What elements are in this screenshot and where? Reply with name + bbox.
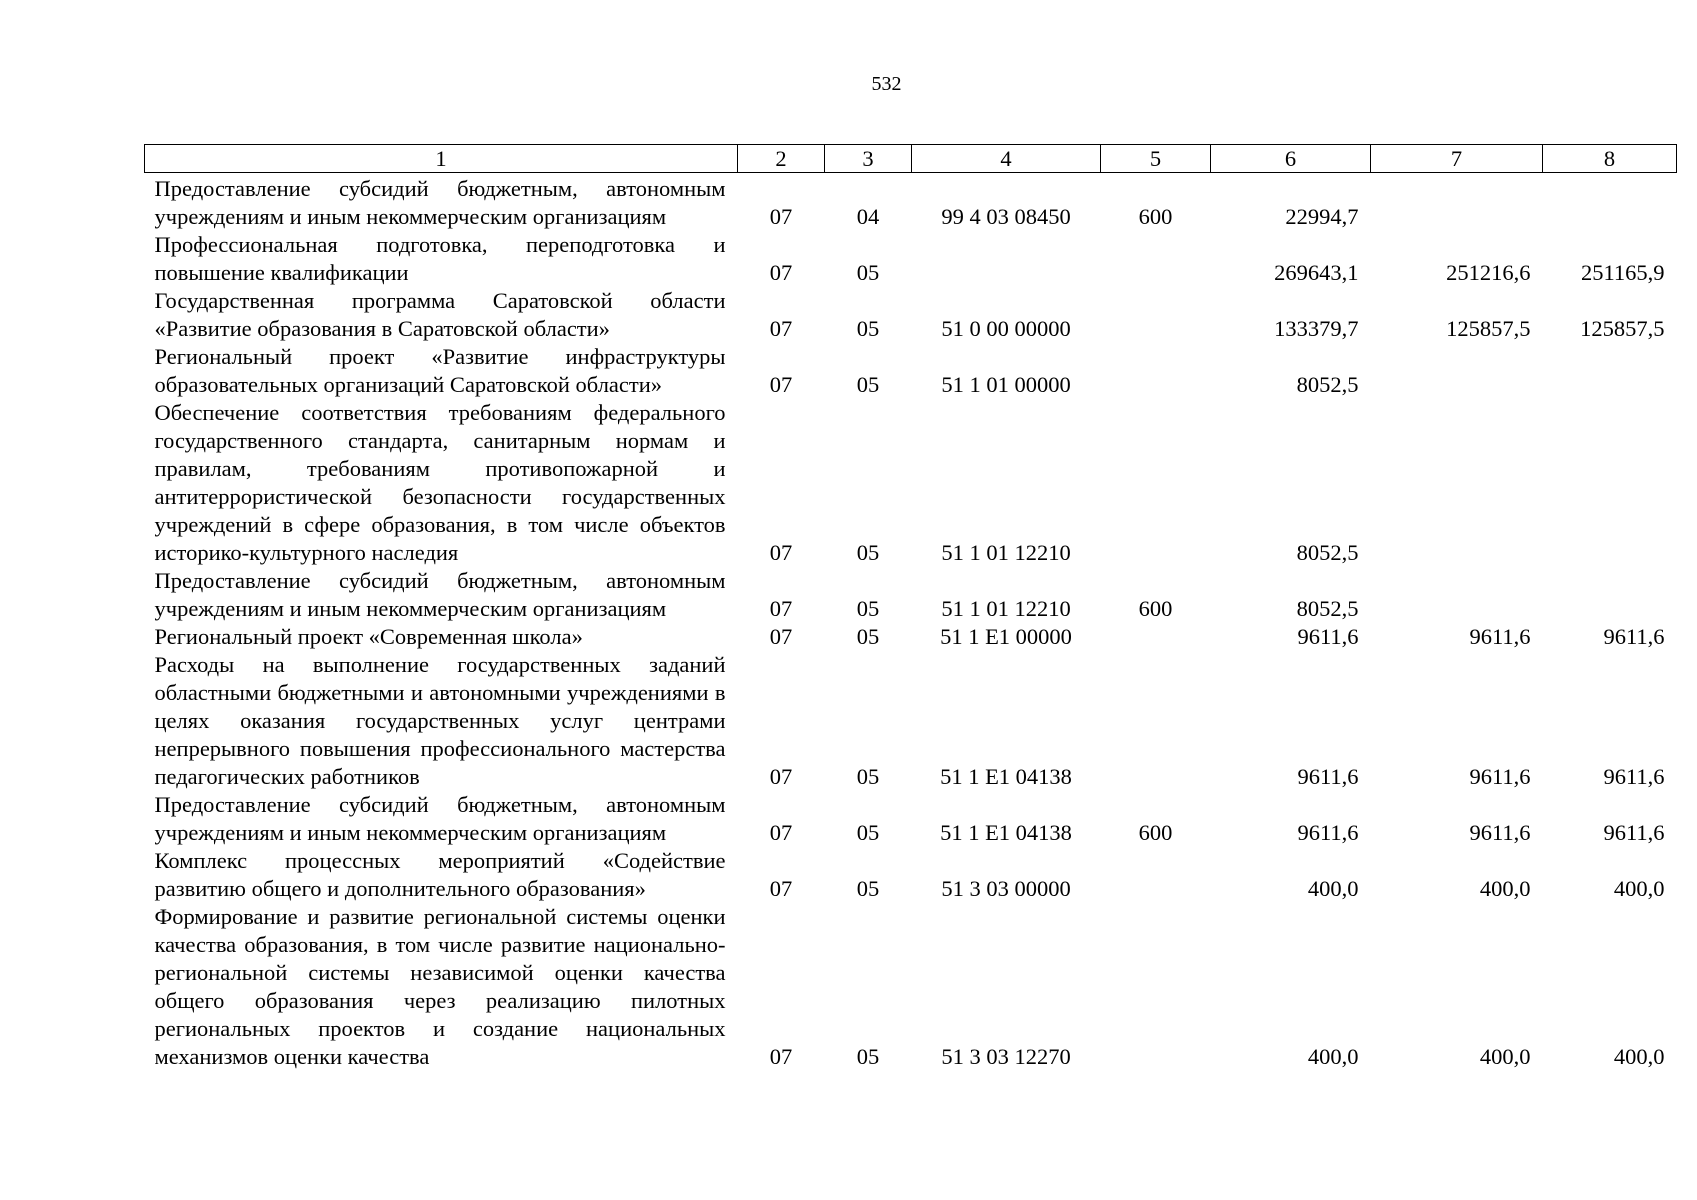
row-sum-col6: 9611,6 bbox=[1297, 764, 1359, 789]
row-sum-col6: 400,0 bbox=[1307, 876, 1359, 901]
row-sum-col7: 9611,6 bbox=[1469, 624, 1531, 649]
row-sum-col7: 251216,6 bbox=[1446, 260, 1531, 285]
row-sum-col8: 9611,6 bbox=[1603, 820, 1665, 845]
row-expense-type bbox=[1101, 287, 1211, 343]
table-row bbox=[145, 287, 1677, 343]
row-sum-col7: 9611,6 bbox=[1469, 820, 1531, 845]
row-subsection: 05 bbox=[856, 1044, 880, 1069]
row-section: 07 bbox=[769, 820, 793, 845]
row-sum-col8 bbox=[1543, 343, 1677, 399]
row-target-article: 51 1 01 00000 bbox=[941, 372, 1071, 397]
row-sum-col7: 125857,5 bbox=[1446, 316, 1531, 341]
row-sum-col7: 400,0 bbox=[1479, 876, 1531, 901]
table-header bbox=[145, 145, 1677, 173]
row-subsection: 05 bbox=[856, 316, 880, 341]
row-sum-col6: 269643,1 bbox=[1274, 260, 1359, 285]
header-col-3: 3 bbox=[825, 145, 912, 173]
table-row bbox=[145, 791, 1677, 847]
header-row bbox=[145, 145, 1677, 173]
row-sum-col7: 9611,6 bbox=[1469, 764, 1531, 789]
row-expense-type bbox=[1101, 399, 1211, 567]
table-row bbox=[145, 173, 1677, 232]
row-expense-type bbox=[1101, 623, 1211, 651]
row-target-article: 51 3 03 12270 bbox=[941, 1044, 1071, 1069]
row-subsection: 05 bbox=[856, 876, 880, 901]
row-expense-type bbox=[1101, 903, 1211, 1071]
row-target-article: 51 1 E1 04138 bbox=[940, 764, 1072, 789]
table-row bbox=[145, 399, 1677, 567]
row-name: Предоставление субсидий бюджетным, автономным учреждениям и иным некоммерческим организациям bbox=[154, 568, 726, 621]
row-section: 07 bbox=[769, 260, 793, 285]
row-expense-type bbox=[1101, 651, 1211, 791]
row-sum-col8: 400,0 bbox=[1613, 876, 1665, 901]
row-sum-col7 bbox=[1371, 343, 1543, 399]
row-section: 07 bbox=[769, 540, 793, 565]
row-sum-col7 bbox=[1371, 173, 1543, 232]
row-target-article: 51 0 00 00000 bbox=[941, 316, 1071, 341]
row-expense-type: 600 bbox=[1138, 204, 1173, 229]
table-row bbox=[145, 231, 1677, 287]
row-sum-col6: 400,0 bbox=[1307, 1044, 1359, 1069]
row-subsection: 05 bbox=[856, 596, 880, 621]
table-row bbox=[145, 623, 1677, 651]
row-sum-col6: 133379,7 bbox=[1274, 316, 1359, 341]
row-sum-col8: 125857,5 bbox=[1580, 316, 1665, 341]
header-col-7: 7 bbox=[1371, 145, 1543, 173]
row-sum-col8: 9611,6 bbox=[1603, 764, 1665, 789]
row-subsection: 05 bbox=[856, 372, 880, 397]
header-col-4: 4 bbox=[912, 145, 1101, 173]
budget-table bbox=[144, 144, 1677, 1071]
row-sum-col8: 400,0 bbox=[1613, 1044, 1665, 1069]
row-sum-col6: 8052,5 bbox=[1296, 372, 1359, 397]
row-section: 07 bbox=[769, 1044, 793, 1069]
row-target-article: 99 4 03 08450 bbox=[941, 204, 1071, 229]
row-section: 07 bbox=[769, 876, 793, 901]
row-name: Государственная программа Саратовской области «Развитие образования в Саратовской области» bbox=[154, 288, 726, 341]
row-name: Предоставление субсидий бюджетным, автономным учреждениям и иным некоммерческим организациям bbox=[154, 176, 726, 229]
row-sum-col6: 8052,5 bbox=[1296, 540, 1359, 565]
row-name: Предоставление субсидий бюджетным, автономным учреждениям и иным некоммерческим организациям bbox=[154, 792, 726, 845]
row-target-article: 51 3 03 00000 bbox=[941, 876, 1071, 901]
row-expense-type: 600 bbox=[1138, 596, 1173, 621]
header-col-1: 1 bbox=[145, 145, 738, 173]
row-subsection: 05 bbox=[856, 540, 880, 565]
row-sum-col6: 9611,6 bbox=[1297, 820, 1359, 845]
row-name: Региональный проект «Современная школа» bbox=[154, 624, 583, 649]
row-subsection: 04 bbox=[856, 204, 880, 229]
row-subsection: 05 bbox=[856, 260, 880, 285]
row-section: 07 bbox=[769, 596, 793, 621]
row-sum-col6: 8052,5 bbox=[1296, 596, 1359, 621]
table-row bbox=[145, 343, 1677, 399]
header-col-5: 5 bbox=[1101, 145, 1211, 173]
table-row bbox=[145, 567, 1677, 623]
row-section: 07 bbox=[769, 204, 793, 229]
row-name: Расходы на выполнение государственных заданий областными бюджетными и автономными учреждениями в целях оказания государственных услуг центрами непрерывного повышения профессионального мастерства педагогических работников bbox=[154, 652, 726, 789]
row-sum-col6: 22994,7 bbox=[1285, 204, 1359, 229]
row-sum-col8 bbox=[1543, 173, 1677, 232]
row-sum-col7 bbox=[1371, 399, 1543, 567]
row-sum-col7 bbox=[1371, 567, 1543, 623]
row-section: 07 bbox=[769, 316, 793, 341]
row-subsection: 05 bbox=[856, 624, 880, 649]
row-target-article: 51 1 01 12210 bbox=[941, 596, 1071, 621]
row-sum-col8: 251165,9 bbox=[1580, 260, 1665, 285]
row-target-article: 51 1 01 12210 bbox=[941, 540, 1071, 565]
row-sum-col7: 400,0 bbox=[1479, 1044, 1531, 1069]
header-col-2: 2 bbox=[738, 145, 825, 173]
table-body bbox=[145, 173, 1677, 1072]
row-section: 07 bbox=[769, 372, 793, 397]
header-col-8: 8 bbox=[1543, 145, 1677, 173]
header-col-6: 6 bbox=[1211, 145, 1371, 173]
row-sum-col8 bbox=[1543, 399, 1677, 567]
row-sum-col8: 9611,6 bbox=[1603, 624, 1665, 649]
row-subsection: 05 bbox=[856, 764, 880, 789]
row-expense-type: 600 bbox=[1138, 820, 1173, 845]
row-name: Формирование и развитие региональной системы оценки качества образования, в том числе развитие национально-региональной системы независимой оценки качества общего образования через реализацию пилотных региональных проектов и создание национальных механизмов оценки качества bbox=[154, 904, 726, 1069]
row-sum-col6: 9611,6 bbox=[1297, 624, 1359, 649]
row-name: Комплекс процессных мероприятий «Содействие развитию общего и дополнительного образования» bbox=[154, 848, 726, 901]
row-target-article bbox=[912, 231, 1101, 287]
row-subsection: 05 bbox=[856, 820, 880, 845]
row-expense-type bbox=[1101, 343, 1211, 399]
row-sum-col8 bbox=[1543, 567, 1677, 623]
row-target-article: 51 1 E1 04138 bbox=[940, 820, 1072, 845]
row-section: 07 bbox=[769, 624, 793, 649]
row-expense-type bbox=[1101, 231, 1211, 287]
row-name: Профессиональная подготовка, переподготовка и повышение квалификации bbox=[154, 232, 726, 285]
row-section: 07 bbox=[769, 764, 793, 789]
table-row bbox=[145, 651, 1677, 791]
table-row bbox=[145, 903, 1677, 1071]
row-name: Обеспечение соответствия требованиям федерального государственного стандарта, санитарным нормам и правилам, требованиям противопожарной и антитеррористической безопасности государственных учреждений в сфере образования, в том числе объектов историко-культурного наследия bbox=[154, 400, 726, 565]
row-name: Региональный проект «Развитие инфраструктуры образовательных организаций Саратовской области» bbox=[154, 344, 726, 397]
row-target-article: 51 1 E1 00000 bbox=[940, 624, 1072, 649]
row-expense-type bbox=[1101, 847, 1211, 903]
page-number: 532 bbox=[871, 73, 902, 95]
table-row bbox=[145, 847, 1677, 903]
